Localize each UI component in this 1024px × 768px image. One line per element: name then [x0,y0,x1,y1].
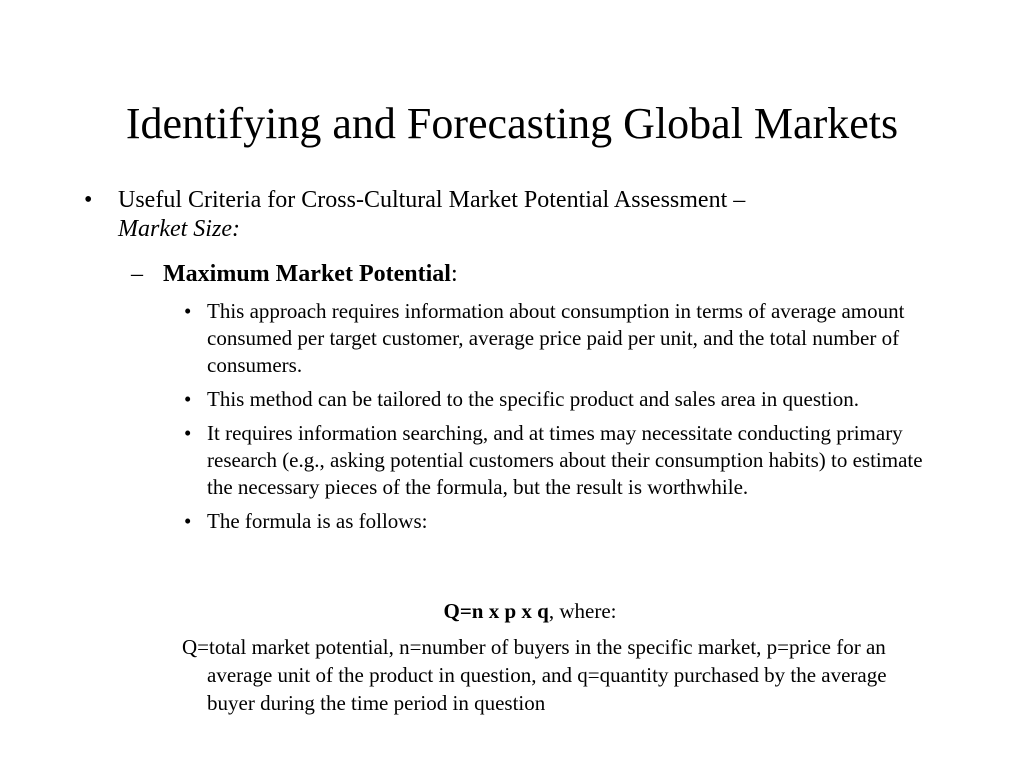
level1-bullet-item [84,186,904,244]
formula-line [0,598,1024,625]
list-item [182,298,932,379]
level2-colon: : [450,261,458,287]
bullet-icon: • [84,187,93,213]
bullet-icon: • [184,421,192,445]
list-item-text: The formula is as follows: [207,509,428,533]
list-item [182,420,932,501]
slide-title: Identifying and Forecasting Global Markets [125,99,899,148]
level1-text [118,186,904,244]
list-item-text: This approach requires information about consumption in terms of average amount consumed per target customer, average price paid per unit, and the total number of consumers. [207,299,905,377]
dash-icon: – [131,261,143,287]
formula-suffix: , where: [548,599,617,623]
bullet-icon: • [184,299,192,323]
level1-italic-text: Market Size: [118,216,240,242]
list-item-text: It requires information searching, and at times may necessitate conducting primary research (e.g., asking potential customers about their consumption habits) to estimate the necessary pieces of the formula, but the result is worthwhile. [207,421,923,499]
formula-definition: Q=total market potential, n=number of buyers in the specific market, p=price for an average unit of the product in question, and q=quantity purchased by the average buyer during the time period in question [182,635,887,715]
level2-heading [163,259,458,289]
level3-bullet-list [182,298,932,542]
list-item-text: This method can be tailored to the specific product and sales area in question. [207,387,859,411]
level2-dash-item [131,259,931,289]
formula-expression: Q=n x p x q [443,599,549,623]
level2-heading-text: Maximum Market Potential [163,261,451,287]
level1-main-text: Useful Criteria for Cross-Cultural Market Potential Assessment – [118,187,746,213]
list-item [182,386,932,413]
bullet-icon: • [184,387,192,411]
bullet-icon: • [184,509,192,533]
list-item [182,508,932,535]
